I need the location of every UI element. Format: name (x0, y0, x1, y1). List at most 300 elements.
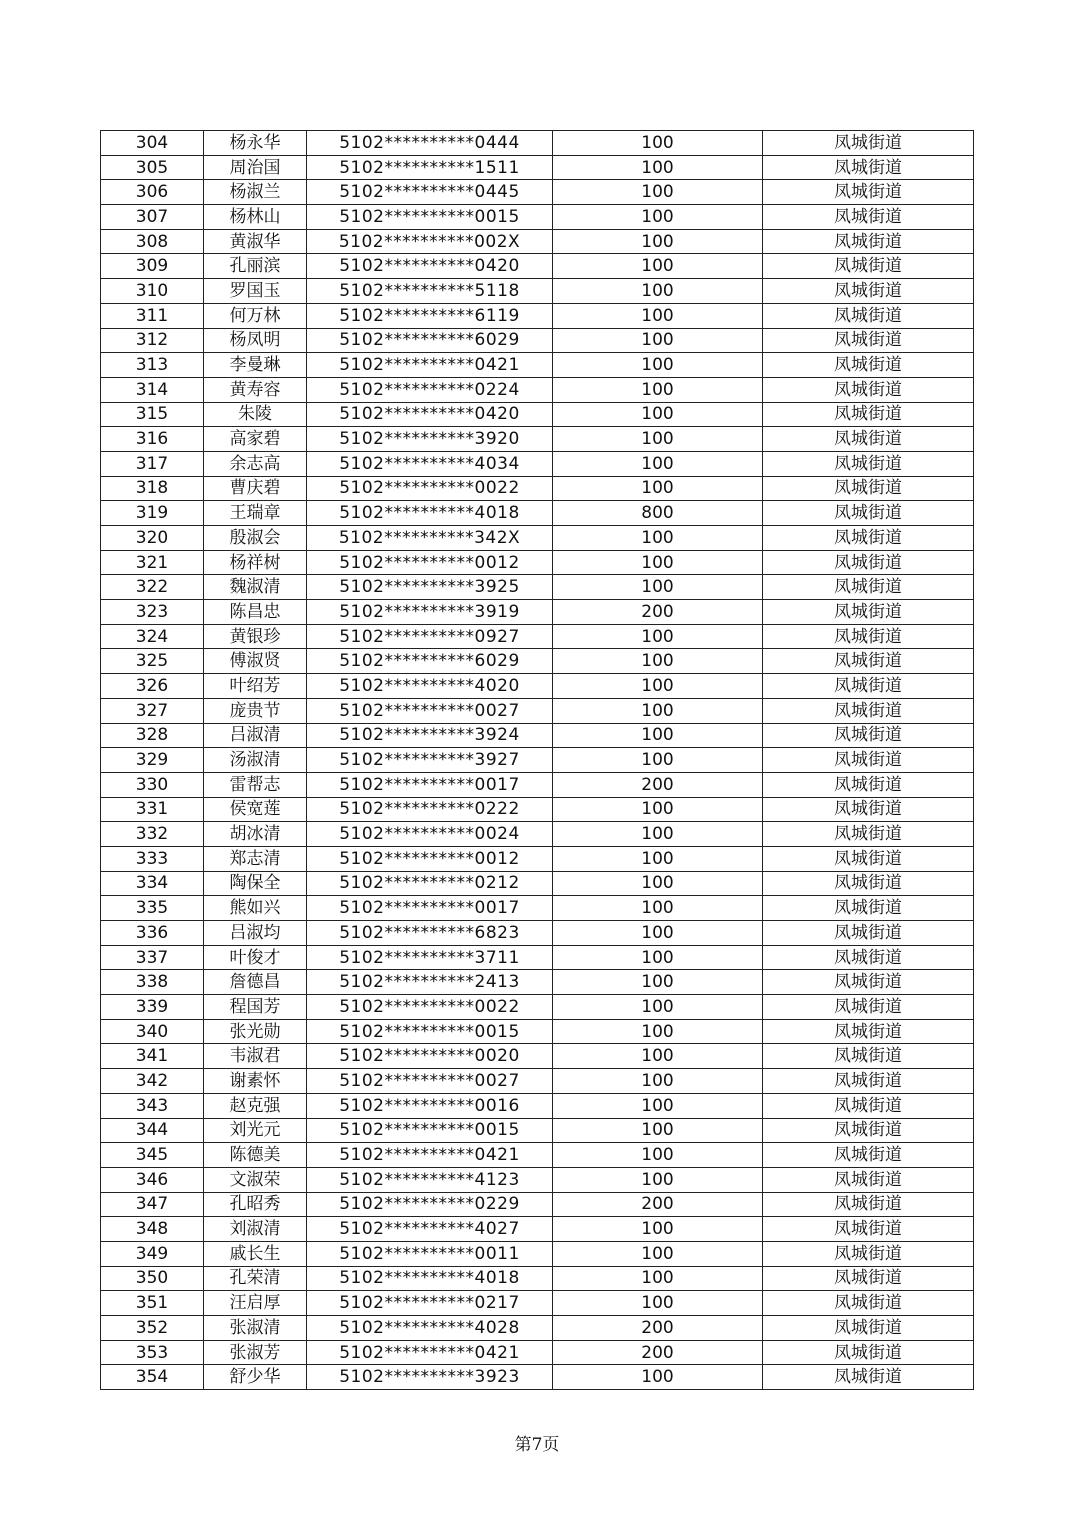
cell-street: 凤城街道 (763, 155, 974, 180)
cell-name: 汤淑清 (204, 748, 307, 773)
cell-seq: 305 (101, 155, 204, 180)
cell-amount: 100 (553, 1143, 763, 1168)
cell-seq: 349 (101, 1241, 204, 1266)
cell-name: 庞贵节 (204, 698, 307, 723)
cell-id-number: 5102**********3919 (307, 600, 553, 625)
cell-amount: 100 (553, 303, 763, 328)
table-row (101, 1365, 974, 1390)
cell-amount: 100 (553, 427, 763, 452)
cell-id-number: 5102**********4018 (307, 1266, 553, 1291)
cell-seq: 332 (101, 822, 204, 847)
cell-name: 舒少华 (204, 1365, 307, 1390)
cell-street: 凤城街道 (763, 921, 974, 946)
cell-street: 凤城街道 (763, 229, 974, 254)
cell-id-number: 5102**********0016 (307, 1093, 553, 1118)
cell-seq: 347 (101, 1192, 204, 1217)
table-row (101, 1340, 974, 1365)
table-row (101, 1143, 974, 1168)
table-row (101, 1291, 974, 1316)
cell-name: 朱陵 (204, 402, 307, 427)
cell-name: 詹德昌 (204, 970, 307, 995)
table-row (101, 772, 974, 797)
table-row (101, 451, 974, 476)
table-row (101, 1316, 974, 1341)
cell-id-number: 5102**********2413 (307, 970, 553, 995)
table-row (101, 1167, 974, 1192)
cell-amount: 100 (553, 1291, 763, 1316)
cell-id-number: 5102**********6029 (307, 649, 553, 674)
table-row (101, 1192, 974, 1217)
cell-street: 凤城街道 (763, 353, 974, 378)
cell-id-number: 5102**********3711 (307, 945, 553, 970)
cell-street: 凤城街道 (763, 303, 974, 328)
table-row (101, 723, 974, 748)
cell-seq: 335 (101, 896, 204, 921)
cell-name: 张淑清 (204, 1316, 307, 1341)
cell-seq: 320 (101, 526, 204, 551)
table-row (101, 254, 974, 279)
cell-amount: 100 (553, 1167, 763, 1192)
table-row (101, 995, 974, 1020)
table-row (101, 1118, 974, 1143)
cell-name: 叶俊才 (204, 945, 307, 970)
cell-id-number: 5102**********6823 (307, 921, 553, 946)
table-row (101, 1217, 974, 1242)
cell-seq: 309 (101, 254, 204, 279)
cell-id-number: 5102**********002X (307, 229, 553, 254)
cell-street: 凤城街道 (763, 896, 974, 921)
cell-amount: 100 (553, 674, 763, 699)
cell-seq: 338 (101, 970, 204, 995)
cell-name: 孔昭秀 (204, 1192, 307, 1217)
cell-name: 杨永华 (204, 131, 307, 156)
cell-street: 凤城街道 (763, 698, 974, 723)
cell-street: 凤城街道 (763, 1340, 974, 1365)
cell-seq: 319 (101, 501, 204, 526)
cell-street: 凤城街道 (763, 254, 974, 279)
cell-id-number: 5102**********3925 (307, 575, 553, 600)
cell-amount: 100 (553, 526, 763, 551)
cell-id-number: 5102**********0015 (307, 1019, 553, 1044)
table-row (101, 526, 974, 551)
cell-name: 何万林 (204, 303, 307, 328)
cell-name: 侯宽莲 (204, 797, 307, 822)
cell-amount: 100 (553, 328, 763, 353)
cell-name: 杨林山 (204, 205, 307, 230)
cell-street: 凤城街道 (763, 550, 974, 575)
cell-seq: 325 (101, 649, 204, 674)
cell-street: 凤城街道 (763, 1291, 974, 1316)
cell-name: 杨淑兰 (204, 180, 307, 205)
cell-name: 魏淑清 (204, 575, 307, 600)
table-row (101, 575, 974, 600)
cell-street: 凤城街道 (763, 377, 974, 402)
cell-street: 凤城街道 (763, 600, 974, 625)
cell-seq: 318 (101, 476, 204, 501)
cell-id-number: 5102**********0224 (307, 377, 553, 402)
cell-amount: 100 (553, 353, 763, 378)
cell-street: 凤城街道 (763, 501, 974, 526)
cell-amount: 100 (553, 402, 763, 427)
cell-amount: 100 (553, 451, 763, 476)
table-row (101, 131, 974, 156)
table-row (101, 1069, 974, 1094)
cell-seq: 342 (101, 1069, 204, 1094)
cell-seq: 308 (101, 229, 204, 254)
cell-id-number: 5102**********0421 (307, 1143, 553, 1168)
cell-amount: 100 (553, 1365, 763, 1390)
cell-street: 凤城街道 (763, 723, 974, 748)
cell-street: 凤城街道 (763, 822, 974, 847)
cell-seq: 353 (101, 1340, 204, 1365)
table-row (101, 970, 974, 995)
table-row (101, 155, 974, 180)
cell-id-number: 5102**********3923 (307, 1365, 553, 1390)
cell-seq: 322 (101, 575, 204, 600)
cell-name: 韦淑君 (204, 1044, 307, 1069)
cell-id-number: 5102**********0017 (307, 772, 553, 797)
cell-amount: 100 (553, 1093, 763, 1118)
cell-amount: 100 (553, 748, 763, 773)
cell-name: 李曼琳 (204, 353, 307, 378)
cell-name: 赵克强 (204, 1093, 307, 1118)
cell-name: 程国芳 (204, 995, 307, 1020)
cell-seq: 329 (101, 748, 204, 773)
cell-street: 凤城街道 (763, 1266, 974, 1291)
cell-seq: 312 (101, 328, 204, 353)
cell-seq: 330 (101, 772, 204, 797)
cell-amount: 100 (553, 945, 763, 970)
table-row (101, 229, 974, 254)
table-row (101, 1093, 974, 1118)
table-row (101, 1266, 974, 1291)
table-row (101, 1241, 974, 1266)
cell-name: 曹庆碧 (204, 476, 307, 501)
cell-id-number: 5102**********0217 (307, 1291, 553, 1316)
cell-id-number: 5102**********3920 (307, 427, 553, 452)
cell-id-number: 5102**********0445 (307, 180, 553, 205)
cell-name: 汪启厚 (204, 1291, 307, 1316)
cell-id-number: 5102**********0420 (307, 254, 553, 279)
cell-street: 凤城街道 (763, 575, 974, 600)
cell-street: 凤城街道 (763, 871, 974, 896)
cell-seq: 344 (101, 1118, 204, 1143)
cell-id-number: 5102**********0421 (307, 353, 553, 378)
cell-id-number: 5102**********0020 (307, 1044, 553, 1069)
cell-seq: 351 (101, 1291, 204, 1316)
cell-id-number: 5102**********0229 (307, 1192, 553, 1217)
cell-amount: 100 (553, 155, 763, 180)
table-row (101, 624, 974, 649)
cell-name: 张淑芳 (204, 1340, 307, 1365)
cell-seq: 321 (101, 550, 204, 575)
cell-name: 孔荣清 (204, 1266, 307, 1291)
cell-id-number: 5102**********6029 (307, 328, 553, 353)
cell-id-number: 5102**********0017 (307, 896, 553, 921)
cell-street: 凤城街道 (763, 1167, 974, 1192)
cell-street: 凤城街道 (763, 427, 974, 452)
table-row (101, 1044, 974, 1069)
cell-name: 陈昌忠 (204, 600, 307, 625)
cell-name: 高家碧 (204, 427, 307, 452)
cell-street: 凤城街道 (763, 797, 974, 822)
cell-street: 凤城街道 (763, 402, 974, 427)
cell-seq: 314 (101, 377, 204, 402)
table-row (101, 328, 974, 353)
cell-id-number: 5102**********0421 (307, 1340, 553, 1365)
cell-name: 吕淑清 (204, 723, 307, 748)
cell-id-number: 5102**********0012 (307, 846, 553, 871)
table-row (101, 674, 974, 699)
cell-amount: 100 (553, 1044, 763, 1069)
cell-street: 凤城街道 (763, 476, 974, 501)
cell-name: 文淑荣 (204, 1167, 307, 1192)
cell-seq: 348 (101, 1217, 204, 1242)
cell-amount: 100 (553, 550, 763, 575)
cell-name: 殷淑会 (204, 526, 307, 551)
table-row (101, 377, 974, 402)
cell-seq: 341 (101, 1044, 204, 1069)
cell-street: 凤城街道 (763, 846, 974, 871)
cell-name: 傅淑贤 (204, 649, 307, 674)
table-row (101, 427, 974, 452)
cell-id-number: 5102**********0212 (307, 871, 553, 896)
cell-amount: 100 (553, 995, 763, 1020)
table-row (101, 945, 974, 970)
cell-id-number: 5102**********4018 (307, 501, 553, 526)
cell-amount: 200 (553, 1340, 763, 1365)
cell-seq: 324 (101, 624, 204, 649)
cell-amount: 100 (553, 131, 763, 156)
cell-amount: 200 (553, 772, 763, 797)
cell-seq: 313 (101, 353, 204, 378)
cell-street: 凤城街道 (763, 328, 974, 353)
table-row (101, 1019, 974, 1044)
cell-seq: 307 (101, 205, 204, 230)
cell-id-number: 5102**********0420 (307, 402, 553, 427)
cell-street: 凤城街道 (763, 205, 974, 230)
cell-amount: 100 (553, 698, 763, 723)
cell-seq: 310 (101, 279, 204, 304)
cell-seq: 333 (101, 846, 204, 871)
cell-id-number: 5102**********0022 (307, 476, 553, 501)
cell-seq: 343 (101, 1093, 204, 1118)
table-row (101, 797, 974, 822)
table-row (101, 303, 974, 328)
table-row (101, 180, 974, 205)
cell-name: 刘光元 (204, 1118, 307, 1143)
cell-id-number: 5102**********0927 (307, 624, 553, 649)
table-row (101, 550, 974, 575)
cell-seq: 306 (101, 180, 204, 205)
cell-id-number: 5102**********5118 (307, 279, 553, 304)
cell-street: 凤城街道 (763, 1019, 974, 1044)
cell-id-number: 5102**********6119 (307, 303, 553, 328)
cell-seq: 304 (101, 131, 204, 156)
cell-amount: 100 (553, 1118, 763, 1143)
cell-amount: 100 (553, 279, 763, 304)
cell-amount: 100 (553, 921, 763, 946)
cell-name: 刘淑清 (204, 1217, 307, 1242)
cell-amount: 100 (553, 723, 763, 748)
cell-street: 凤城街道 (763, 451, 974, 476)
cell-id-number: 5102**********1511 (307, 155, 553, 180)
cell-id-number: 5102**********0027 (307, 1069, 553, 1094)
cell-seq: 345 (101, 1143, 204, 1168)
cell-seq: 337 (101, 945, 204, 970)
table-row (101, 600, 974, 625)
cell-street: 凤城街道 (763, 1241, 974, 1266)
cell-id-number: 5102**********4027 (307, 1217, 553, 1242)
cell-name: 王瑞章 (204, 501, 307, 526)
cell-street: 凤城街道 (763, 674, 974, 699)
table-row (101, 698, 974, 723)
cell-amount: 200 (553, 1192, 763, 1217)
cell-seq: 334 (101, 871, 204, 896)
cell-amount: 100 (553, 970, 763, 995)
cell-name: 黄寿容 (204, 377, 307, 402)
cell-name: 罗国玉 (204, 279, 307, 304)
cell-street: 凤城街道 (763, 1365, 974, 1390)
cell-amount: 100 (553, 476, 763, 501)
cell-id-number: 5102**********4028 (307, 1316, 553, 1341)
cell-seq: 354 (101, 1365, 204, 1390)
cell-street: 凤城街道 (763, 526, 974, 551)
table-row (101, 501, 974, 526)
table-row (101, 822, 974, 847)
cell-name: 吕淑均 (204, 921, 307, 946)
cell-street: 凤城街道 (763, 1093, 974, 1118)
cell-amount: 100 (553, 1217, 763, 1242)
cell-seq: 311 (101, 303, 204, 328)
cell-id-number: 5102**********0222 (307, 797, 553, 822)
cell-name: 雷帮志 (204, 772, 307, 797)
cell-name: 戚长生 (204, 1241, 307, 1266)
cell-seq: 339 (101, 995, 204, 1020)
cell-amount: 100 (553, 624, 763, 649)
table-row (101, 921, 974, 946)
table-row (101, 279, 974, 304)
cell-name: 孔丽滨 (204, 254, 307, 279)
cell-id-number: 5102**********342X (307, 526, 553, 551)
cell-seq: 317 (101, 451, 204, 476)
cell-street: 凤城街道 (763, 748, 974, 773)
cell-id-number: 5102**********0024 (307, 822, 553, 847)
cell-name: 陈德美 (204, 1143, 307, 1168)
cell-seq: 316 (101, 427, 204, 452)
cell-id-number: 5102**********0015 (307, 1118, 553, 1143)
cell-amount: 200 (553, 1316, 763, 1341)
cell-seq: 326 (101, 674, 204, 699)
cell-amount: 100 (553, 846, 763, 871)
cell-seq: 331 (101, 797, 204, 822)
table-row (101, 402, 974, 427)
cell-street: 凤城街道 (763, 995, 974, 1020)
cell-seq: 346 (101, 1167, 204, 1192)
table-body (101, 131, 974, 1390)
cell-amount: 100 (553, 822, 763, 847)
cell-seq: 350 (101, 1266, 204, 1291)
cell-id-number: 5102**********3924 (307, 723, 553, 748)
cell-street: 凤城街道 (763, 1217, 974, 1242)
cell-id-number: 5102**********3927 (307, 748, 553, 773)
table-row (101, 205, 974, 230)
table-row (101, 649, 974, 674)
cell-street: 凤城街道 (763, 1192, 974, 1217)
cell-street: 凤城街道 (763, 131, 974, 156)
cell-name: 周治国 (204, 155, 307, 180)
cell-amount: 100 (553, 1019, 763, 1044)
cell-seq: 323 (101, 600, 204, 625)
cell-amount: 100 (553, 575, 763, 600)
cell-street: 凤城街道 (763, 1143, 974, 1168)
cell-id-number: 5102**********4123 (307, 1167, 553, 1192)
cell-amount: 100 (553, 1241, 763, 1266)
cell-amount: 200 (553, 600, 763, 625)
cell-id-number: 5102**********0015 (307, 205, 553, 230)
cell-amount: 100 (553, 254, 763, 279)
cell-amount: 100 (553, 180, 763, 205)
cell-name: 余志高 (204, 451, 307, 476)
cell-name: 熊如兴 (204, 896, 307, 921)
cell-name: 叶绍芳 (204, 674, 307, 699)
cell-amount: 100 (553, 797, 763, 822)
table-row (101, 476, 974, 501)
table-row (101, 871, 974, 896)
cell-street: 凤城街道 (763, 180, 974, 205)
cell-amount: 800 (553, 501, 763, 526)
cell-id-number: 5102**********0012 (307, 550, 553, 575)
cell-name: 张光勋 (204, 1019, 307, 1044)
cell-name: 郑志清 (204, 846, 307, 871)
cell-name: 谢素怀 (204, 1069, 307, 1094)
cell-amount: 100 (553, 229, 763, 254)
cell-street: 凤城街道 (763, 649, 974, 674)
cell-amount: 100 (553, 871, 763, 896)
cell-seq: 340 (101, 1019, 204, 1044)
cell-amount: 100 (553, 1266, 763, 1291)
cell-amount: 100 (553, 205, 763, 230)
cell-name: 黄银珍 (204, 624, 307, 649)
cell-id-number: 5102**********0011 (307, 1241, 553, 1266)
cell-seq: 327 (101, 698, 204, 723)
cell-street: 凤城街道 (763, 772, 974, 797)
table-row (101, 748, 974, 773)
data-table (100, 130, 974, 1390)
cell-amount: 100 (553, 896, 763, 921)
table-row (101, 846, 974, 871)
cell-street: 凤城街道 (763, 970, 974, 995)
cell-name: 杨凤明 (204, 328, 307, 353)
cell-name: 黄淑华 (204, 229, 307, 254)
cell-name: 陶保全 (204, 871, 307, 896)
cell-seq: 352 (101, 1316, 204, 1341)
cell-street: 凤城街道 (763, 279, 974, 304)
cell-amount: 100 (553, 649, 763, 674)
cell-street: 凤城街道 (763, 624, 974, 649)
cell-amount: 100 (553, 377, 763, 402)
cell-amount: 100 (553, 1069, 763, 1094)
cell-seq: 336 (101, 921, 204, 946)
cell-street: 凤城街道 (763, 1118, 974, 1143)
cell-id-number: 5102**********0027 (307, 698, 553, 723)
cell-seq: 315 (101, 402, 204, 427)
cell-street: 凤城街道 (763, 1316, 974, 1341)
cell-street: 凤城街道 (763, 945, 974, 970)
cell-id-number: 5102**********0444 (307, 131, 553, 156)
cell-id-number: 5102**********4020 (307, 674, 553, 699)
cell-street: 凤城街道 (763, 1044, 974, 1069)
